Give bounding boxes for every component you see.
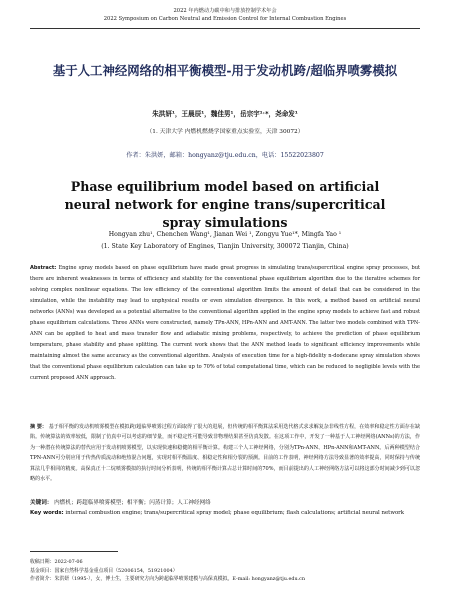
chinese-authors: 朱洪妍¹，王晨辰¹，魏佳男¹，岳宗宇¹˒*，尧命发¹ — [152, 110, 298, 118]
english-keywords — [30, 509, 420, 519]
en-keywords-label: Key words: — [30, 510, 64, 516]
cn-abstract-text: 基于相平衡的发动机喷雾模型在模拟跨/超临界喷雾过程方面取得了很大的进展，但传统的相平衡算法采用迭代格式求求解复杂非线性方程，在效率和稳定性方面存在缺陷。传统算法的效率较低，限制了仿真中可以考虑的细节量，而不稳定性可能导致非物理结果甚至仿真发散。在这项工作中，开发了一种基于人工神经网络(ANNs)的方法，作为一种潜在传统算法的替代应用于发动机喷雾模型，以实现快速和稳健的相平衡计算。构建三个人工神经网络，分别为TPn-ANN、HPn-ANN和AMT-ANN。后两种模型结合TPN-ANN可分别应用于传热传质流动和绝热混合问题，实现对相平衡温度、相稳定性和相分裂的预测。目前的工作表明，神经网络方法导致显著的效率提高，同时保持与传统算法几乎相同的精度。高保真正十二烷喷雾模拟的执行时间分析表明，传统的相平衡计算占总计算时间的70%，而目前提出的人工神经网络方法可以将这部分时间减少到可以忽略的水平。 — [30, 424, 420, 483]
abstract-label: Abstract: — [30, 265, 57, 271]
abstract-text: Engine spray models based on phase equilibrium have made great progress in simulating trans/supercritical engine spray processes, but there are inherent weaknesses in terms of efficiency and stability for the conventional phase equilibrium algorithm due to the iterative schemes for solving complex nonlinear equations. The low efficiency of the conventional algorithm limits the amount of detail that can be considered in the simulation, while the instability may lead to unphysical results or even simulation divergence. In this work, a method based on artificial neural networks (ANNs) was developed as a potential alternative to the conventional algorithm applied in the engine spray models to achieve fast and robust phase equilibrium calculations. Three ANNs were constructed, namely TPn-ANN, HPn-ANN and AMT-ANN. The latter two models combined with TPN-ANN can be applied to heat and mass transfer flow and adiabatic mixing problems, respectively, to achieve the prediction of phase equilibrium temperature, phase stability and phase splitting. The current work shows that the ANN method leads to significant efficiency improvements while maintaining almost the same accuracy as the conventional algorithm. Analysis of execution time for a high-fidelity n-dodecane spray simulation shows that the conventional phase equilibrium calculation can take up to 70% of total computational time, which can be reduced to negligible levels with the current proposed ANN approach. — [30, 265, 420, 381]
running-header — [0, 0, 450, 23]
english-title: Phase equilibrium model based on artificial neural network for engine trans/supercritical spray simulations — [64, 179, 386, 230]
footnote-author-bio: 作者简介：朱洪妍（1995-），女，博士生，主要研究方向为跨超临界喷雾建模与高保真模拟。E-mail: hongyanz@tju.edu.cn — [30, 576, 306, 583]
header-rule — [30, 28, 420, 29]
cn-keywords-text: 内燃机；跨超临界喷雾模型；相平衡；闪蒸计算；人工神经网络 — [54, 500, 211, 506]
chinese-keywords — [30, 499, 420, 508]
footnote-rule — [30, 551, 118, 552]
cn-keywords-label: 关键词： — [30, 500, 53, 506]
english-affiliation: (1. State Key Laboratory of Engines, Tianjin University, 300072 Tianjin, China) — [101, 243, 349, 250]
en-keywords-text: internal combustion engine; trans/supercritical spray model; phase equilibrium; flash calculations; artificial neural network — [65, 510, 405, 516]
english-abstract — [30, 263, 420, 384]
footnote-funding: 基金项目：国家自然科学基金重点项目（52006154，51921004） — [30, 567, 178, 574]
chinese-abstract — [30, 422, 420, 484]
english-authors: Hongyan zhu¹, Chenchen Wang¹, Jianan Wei ¹, Zongyu Yue¹*, Mingfa Yao ¹ — [108, 231, 342, 238]
chinese-title: 基于人工神经网络的相平衡模型-用于发动机跨/超临界喷雾模拟 — [52, 63, 398, 78]
contact-info: 作者：朱洪妍，邮箱：hongyanz@tju.edu.cn，电话：15522023807 — [126, 152, 324, 159]
chinese-affiliation: （1. 天津大学 内燃机燃烧学国家重点实验室，天津 30072） — [146, 129, 304, 135]
footnotes — [30, 558, 420, 584]
footnote-received: 收稿日期：2022-07-06 — [30, 559, 83, 565]
cn-abstract-label: 摘 要： — [30, 424, 47, 430]
header-en: 2022 Symposium on Carbon Neutral and Emission Control for Internal Combustion Engines — [103, 16, 347, 22]
header-cn: 2022 年内燃动力碳中和与排放控制学术年会 — [173, 8, 277, 14]
